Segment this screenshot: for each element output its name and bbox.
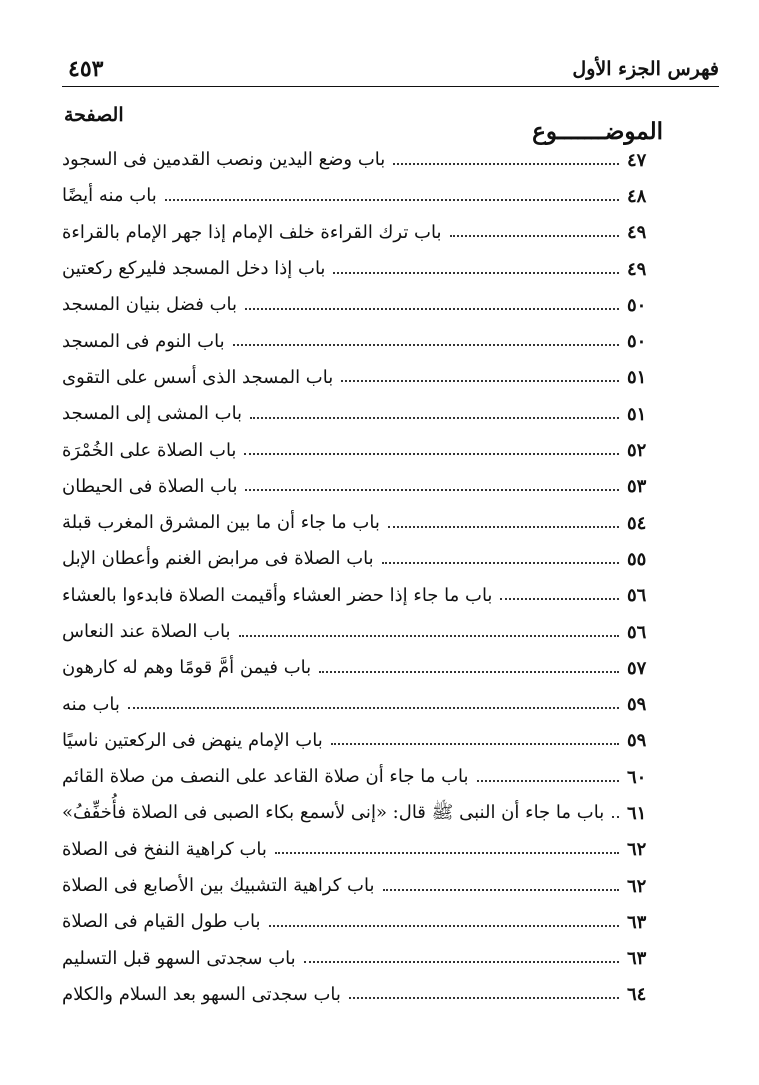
topic-column-heading: الموضـــــــوع [532,118,663,145]
toc-entry-page: ٥٦ [627,621,647,643]
toc-entry-title: باب الصلاة فى الحيطان [62,475,238,497]
toc-entry-title: باب ترك القراءة خلف الإمام إذا جهر الإمام بالقراءة [62,221,442,243]
toc-entry-title: باب الصلاة فى مرابض الغنم وأعطان الإبل [62,548,374,570]
toc-entry-title: باب المشى إلى المسجد [62,403,243,425]
dot-leader [250,416,619,419]
toc-entry-page: ٥٣ [627,476,647,498]
toc-entry [62,578,669,614]
toc-entry [62,832,669,868]
dot-leader [382,561,619,564]
dot-leader [388,525,619,528]
dot-leader [341,379,619,382]
toc-entry-page: ٤٨ [627,185,647,207]
dot-leader [477,779,619,782]
toc-entry-title: باب ما جاء أن النبى ﷺ قال: «إنى لأسمع بكاء الصبى فى الصلاة فأُخفِّفُ» [62,802,605,824]
toc-entry [62,904,669,940]
dot-leader [304,960,619,963]
running-header [62,58,719,87]
toc-entry-page: ٥٠ [627,331,647,353]
toc-entry-title: باب الصلاة على الخُمْرَة [62,439,237,461]
toc-entry-page: ٦٣ [627,911,647,933]
toc-entry [62,287,669,323]
toc-entry [62,432,669,468]
dot-leader [333,271,619,274]
toc-entry [62,686,669,722]
dot-leader [128,706,619,709]
toc-entry [62,396,669,432]
page-number: ٤٥٣ [68,56,104,82]
dot-leader [245,488,619,491]
toc-entry [62,795,669,831]
dot-leader [244,452,619,455]
toc-entry-page: ٥٩ [627,730,647,752]
toc-entry-title: باب سجدتى السهو قبل التسليم [62,947,296,969]
toc-entry-page: ٥٢ [627,440,647,462]
toc-entry-page: ٥٧ [627,657,647,679]
dot-leader [275,851,619,854]
toc-entry-page: ٥١ [627,367,647,389]
toc-entry-title: باب الإمام ينهض فى الركعتين ناسيًا [62,729,323,751]
toc-entry [62,759,669,795]
running-title: فهرس الجزء الأول [572,58,719,80]
toc-entry-title: باب فيمن أمَّ قومًا وهم له كارهون [62,657,312,679]
toc-entry-title: باب ما جاء إذا حضر العشاء وأقيمت الصلاة فابدءوا بالعشاء [62,584,493,606]
toc-entry [62,650,669,686]
dot-leader [233,343,619,346]
toc-entry [62,360,669,396]
toc-entry-title: باب ما جاء أن ما بين المشرق المغرب قبلة [62,512,380,534]
toc-entry [62,142,669,178]
toc-entry [62,723,669,759]
toc-entry [62,178,669,214]
dot-leader [331,742,619,745]
toc-entry-title: باب إذا دخل المسجد فليركع ركعتين [62,258,326,280]
toc-entry [62,614,669,650]
dot-leader [239,634,619,637]
page-column-heading: الصفحة [64,104,124,126]
dot-leader [450,234,620,237]
toc-entry-title: باب فضل بنيان المسجد [62,294,238,316]
table-of-contents [62,142,669,1013]
toc-entry [62,469,669,505]
toc-entry-title: باب وضع اليدين ونصب القدمين فى السجود [62,149,386,171]
dot-leader [319,670,619,673]
toc-entry-page: ٦٣ [627,948,647,970]
dot-leader [393,162,619,165]
toc-entry [62,505,669,541]
toc-entry-page: ٥١ [627,403,647,425]
toc-entry-title: باب كراهية التشبيك بين الأصابع فى الصلاة [62,875,375,897]
toc-entry-title: باب المسجد الذى أسس على التقوى [62,366,334,388]
toc-entry [62,251,669,287]
toc-entry-page: ٦٢ [627,839,647,861]
toc-entry-page: ٥٦ [627,585,647,607]
toc-entry [62,215,669,251]
toc-entry-page: ٦١ [627,802,647,824]
toc-entry-title: باب النوم فى المسجد [62,330,225,352]
toc-entry [62,868,669,904]
toc-entry-page: ٥٥ [627,548,647,570]
toc-entry-page: ٤٩ [627,222,647,244]
toc-entry-title: باب سجدتى السهو بعد السلام والكلام [62,983,341,1005]
toc-entry-page: ٦٠ [627,766,647,788]
toc-entry-title: باب منه أيضًا [62,185,157,207]
toc-entry [62,541,669,577]
toc-entry-page: ٦٤ [627,984,647,1006]
toc-entry [62,323,669,359]
toc-entry-page: ٥٠ [627,294,647,316]
dot-leader [269,924,619,927]
dot-leader [245,307,619,310]
toc-entry-page: ٥٤ [627,512,647,534]
toc-entry-title: باب ما جاء أن صلاة القاعد على النصف من صلاة القائم [62,766,469,788]
toc-entry-title: باب منه [62,693,120,715]
toc-entry-title: باب طول القيام فى الصلاة [62,911,261,933]
toc-entry-page: ٥٩ [627,694,647,716]
toc-entry-page: ٦٢ [627,875,647,897]
dot-leader [383,888,620,891]
dot-leader [612,815,619,818]
dot-leader [500,597,619,600]
dot-leader [349,996,619,999]
toc-entry-page: ٤٩ [627,258,647,280]
toc-entry-page: ٤٧ [627,149,647,171]
toc-entry-title: باب كراهية النفخ فى الصلاة [62,838,267,860]
toc-entry-title: باب الصلاة عند النعاس [62,621,231,642]
toc-entry [62,977,669,1013]
dot-leader [165,198,619,201]
toc-entry [62,941,669,977]
